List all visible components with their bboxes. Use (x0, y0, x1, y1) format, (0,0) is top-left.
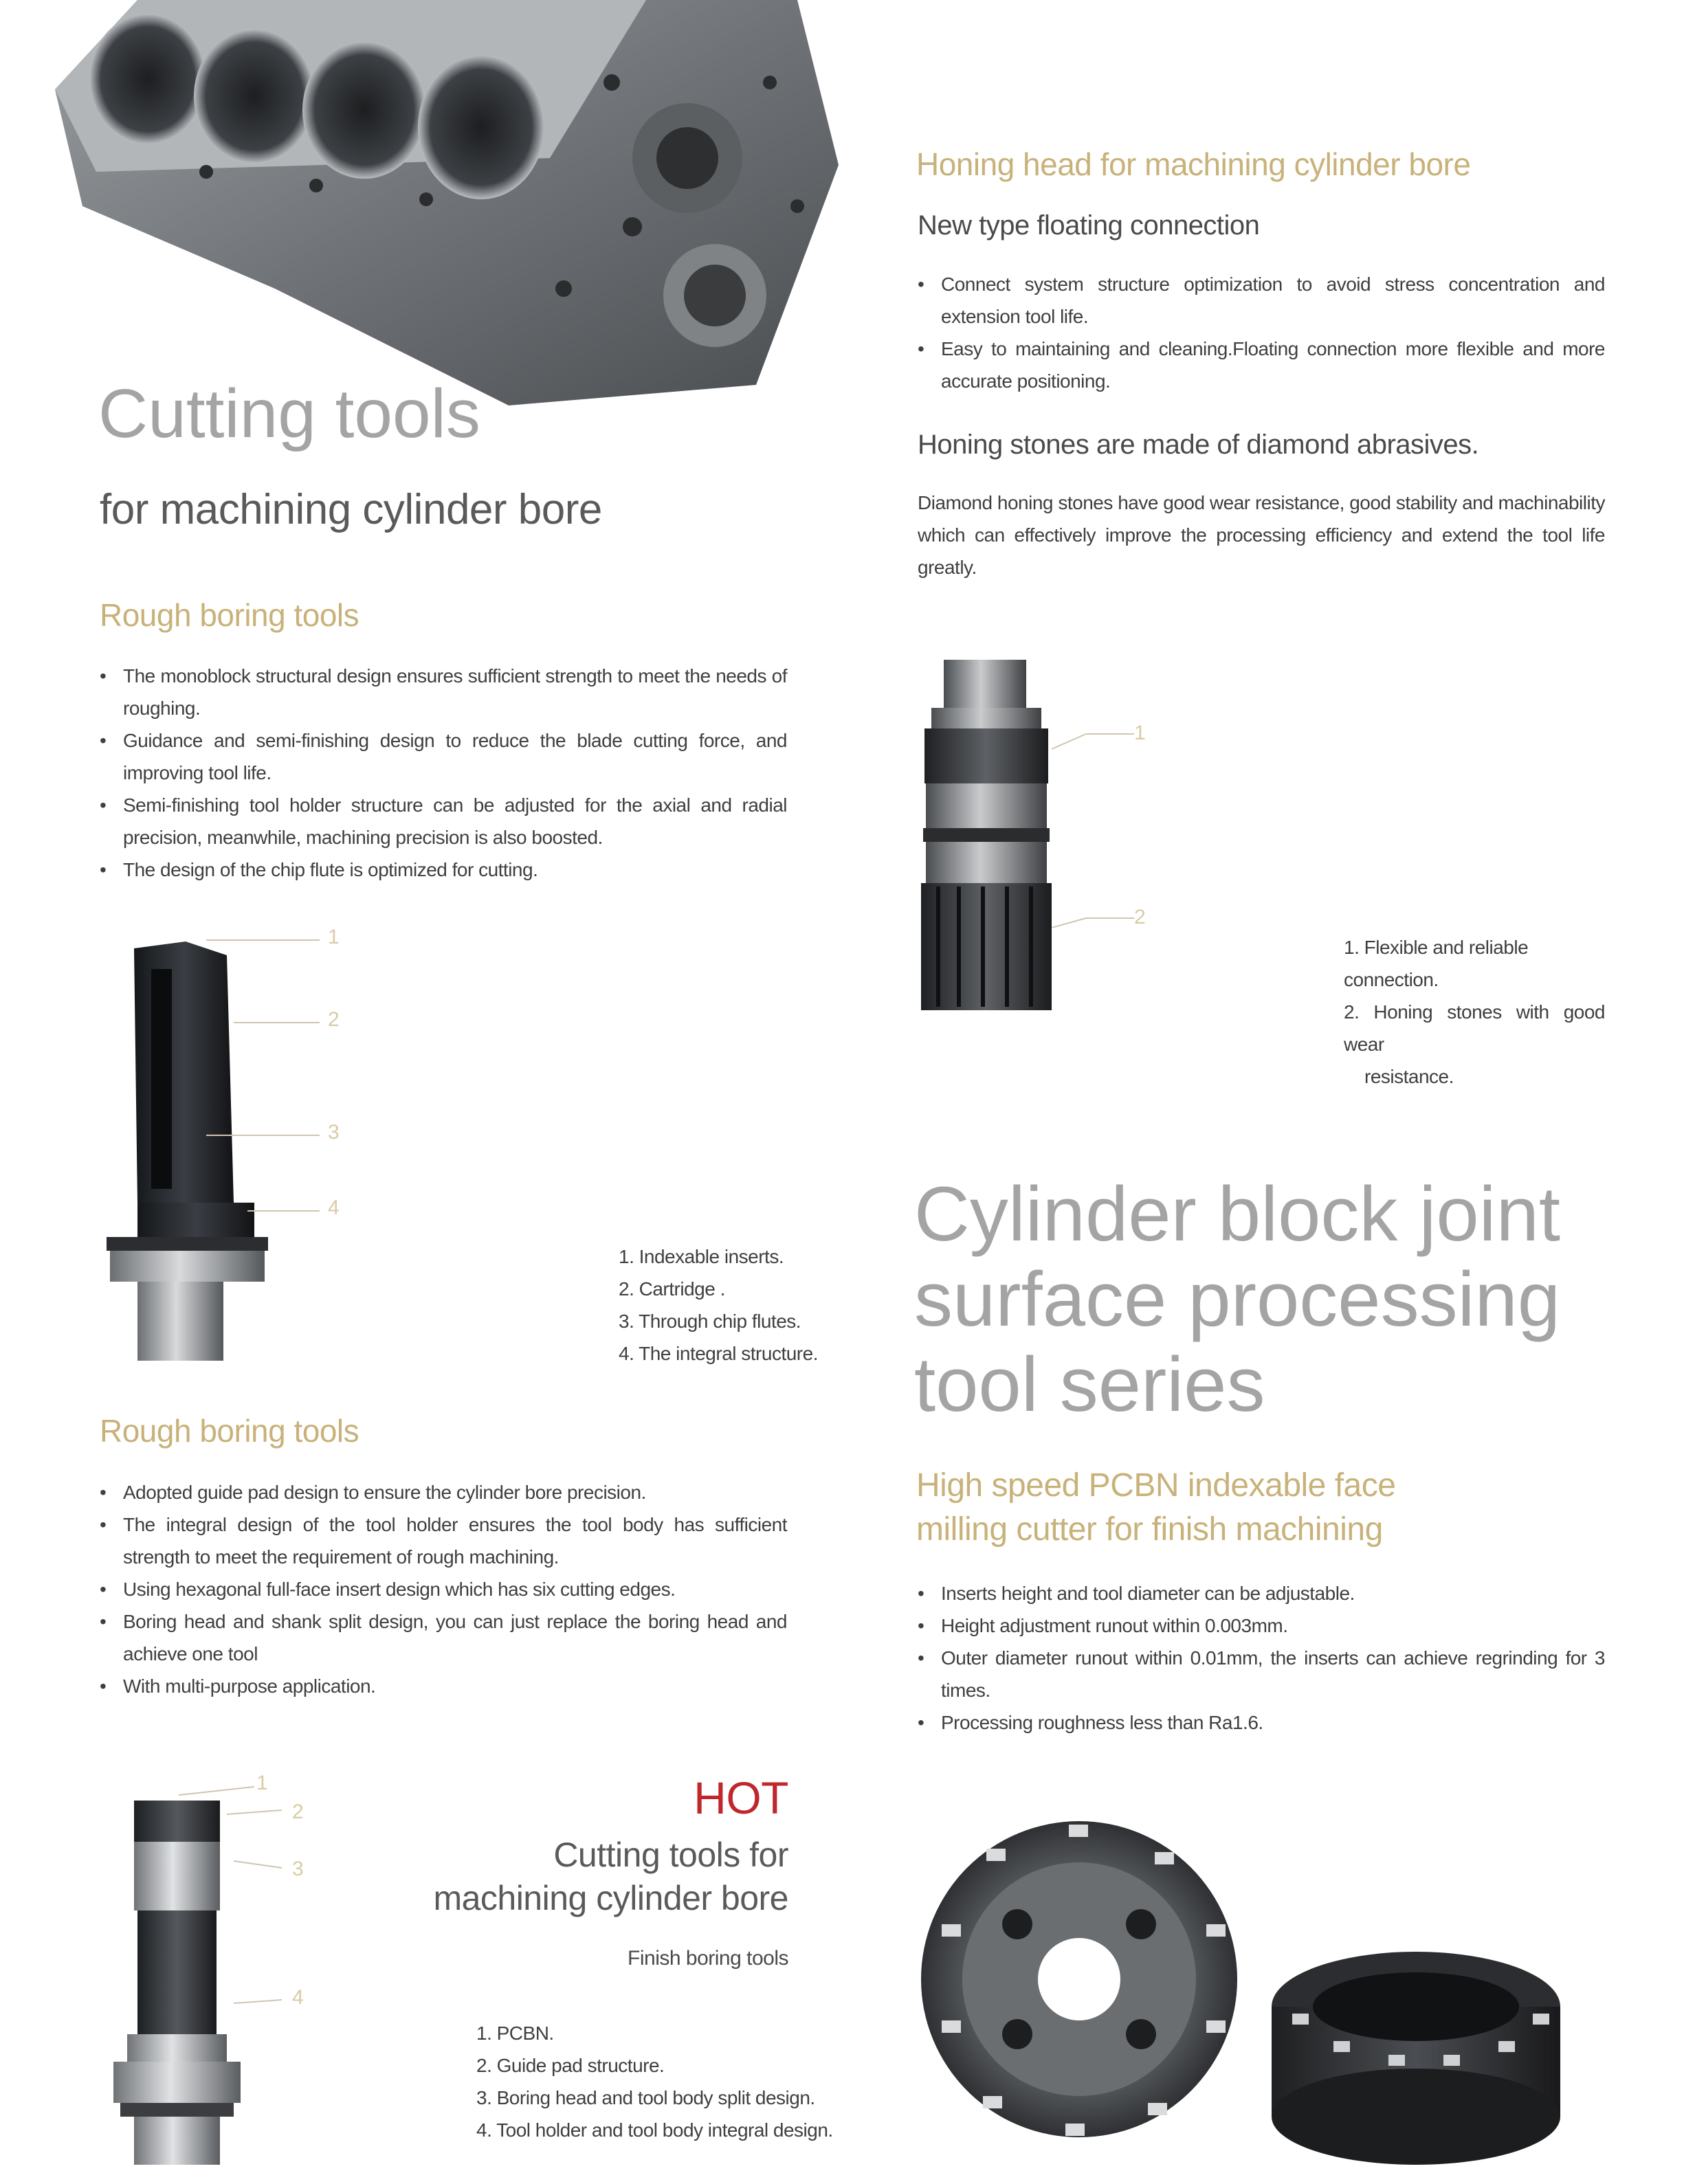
callout-lines-honing (1052, 722, 1148, 928)
legend-item: 3. Through chip flutes. (619, 1311, 801, 1332)
pcbn-heading-line2: milling cutter for finish machining (916, 1511, 1383, 1548)
pcbn-heading-line1: High speed PCBN indexable face (916, 1467, 1396, 1504)
list-item: • Inserts height and tool diameter can be adjustable. (918, 1577, 1605, 1609)
honing-head-image (918, 653, 1055, 1017)
list-item: • The integral design of the tool holder ensures the tool body has sufficient strength to meet the requirement of rough machining. (100, 1508, 787, 1573)
rough-boring-bullets-1 (100, 660, 787, 886)
list-item: • The design of the chip flute is optimized for cutting. (100, 854, 787, 886)
finish-title-line1: Cutting tools for (553, 1836, 788, 1874)
list-item: • Adopted guide pad design to ensure the cylinder bore precision. (100, 1476, 787, 1508)
legend-item: 1. Indexable inserts. (619, 1246, 784, 1267)
honing-bullets (918, 268, 1605, 397)
rough-boring-bullets-2 (100, 1476, 787, 1702)
list-item: • The monoblock structural design ensures sufficient strength to meet the needs of roughing. (100, 660, 787, 724)
rough-boring-heading-1: Rough boring tools (100, 597, 359, 633)
list-item: • Semi-finishing tool holder structure can be adjusted for the axial and radial precision, meanwhile, machining precision is also boosted. (100, 789, 787, 854)
list-item: • Easy to maintaining and cleaning.Floating connection more flexible and more accurate positioning. (918, 333, 1605, 397)
callout-number: 2 (292, 1801, 304, 1823)
honing-heading: Honing head for machining cylinder bore (916, 146, 1471, 182)
pcbn-heading (916, 1464, 1395, 1552)
legend-item: 4. The integral structure. (619, 1343, 818, 1364)
list-item: • Using hexagonal full-face insert design which has six cutting edges. (100, 1573, 787, 1605)
list-item: • Connect system structure optimization to avoid stress concentration and extension tool life. (918, 268, 1605, 333)
callout-number: 4 (328, 1196, 340, 1219)
rough-boring-heading-2: Rough boring tools (100, 1413, 359, 1449)
callout-number: 3 (292, 1858, 304, 1880)
callout-number: 4 (292, 1986, 304, 2009)
callout-lines-rough-1 (206, 928, 344, 1237)
rough-boring-legend-1 (619, 1240, 818, 1370)
joint-title-line3: tool series (914, 1341, 1265, 1427)
engine-block-image (27, 0, 866, 412)
honing-stones-heading: Honing stones are made of diamond abrasives. (918, 430, 1479, 460)
honing-subheading: New type floating connection (918, 210, 1260, 241)
list-item: • Height adjustment runout within 0.003mm. (918, 1609, 1605, 1642)
legend-item: 1. PCBN. (476, 2023, 554, 2044)
legend-item: 4. Tool holder and tool body integral design. (476, 2119, 833, 2141)
hot-label: HOT (694, 1772, 788, 1823)
list-item: • Outer diameter runout within 0.01mm, the inserts can achieve regrinding for 3 times. (918, 1642, 1605, 1706)
honing-legend (1344, 931, 1605, 1093)
legend-item: resistance. (1364, 1066, 1454, 1087)
finish-title-line2: machining cylinder bore (433, 1879, 788, 1917)
callout-number: 1 (256, 1772, 268, 1794)
legend-item: 2. Honing stones with good wear (1344, 1001, 1605, 1055)
page-subtitle: for machining cylinder bore (100, 486, 602, 533)
list-item: • Processing roughness less than Ra1.6. (918, 1706, 1605, 1739)
pcbn-bullets (918, 1577, 1605, 1739)
finish-subtitle: Finish boring tools (628, 1947, 788, 1970)
joint-title (914, 1172, 1560, 1427)
callout-number: 1 (1134, 722, 1146, 744)
callout-number: 3 (328, 1121, 340, 1144)
legend-item: 1. Flexible and reliable connection. (1344, 937, 1529, 990)
list-item: • Boring head and shank split design, you can just replace the boring head and achieve one tool (100, 1605, 787, 1670)
finish-boring-legend (476, 2017, 833, 2146)
legend-item: 2. Cartridge . (619, 1278, 725, 1300)
joint-title-line2: surface processing (914, 1256, 1561, 1342)
honing-stones-text: Diamond honing stones have good wear resistance, good stability and machinability which can effectively improve the processing efficiency and extend the tool life greatly. (918, 492, 1605, 578)
face-milling-cutter-image (921, 1787, 1581, 2172)
callout-lines-finish (179, 1780, 289, 2014)
callout-number: 2 (1134, 906, 1146, 928)
callout-number: 1 (328, 926, 340, 948)
list-item: • With multi-purpose application. (100, 1670, 787, 1702)
list-item: • Guidance and semi-finishing design to reduce the blade cutting force, and improving tool life. (100, 724, 787, 789)
callout-number: 2 (328, 1008, 340, 1031)
legend-item: 2. Guide pad structure. (476, 2055, 665, 2076)
legend-item: 3. Boring head and tool body split design. (476, 2087, 815, 2108)
page-title: Cutting tools (98, 375, 480, 452)
joint-title-line1: Cylinder block joint (914, 1171, 1560, 1257)
